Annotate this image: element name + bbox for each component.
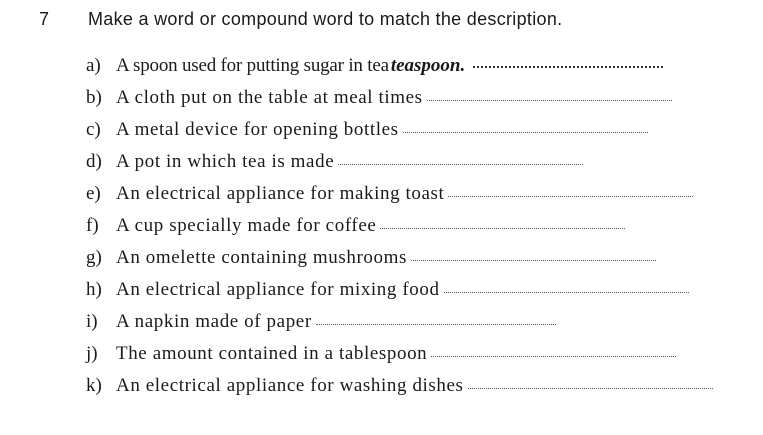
- answer-line[interactable]: [473, 65, 663, 68]
- list-item: [86, 279, 713, 311]
- answer-line[interactable]: [468, 387, 713, 389]
- item-text: A napkin made of paper: [116, 311, 312, 332]
- item-label: g): [86, 247, 102, 268]
- answer-line[interactable]: [448, 195, 693, 197]
- list-item: [86, 183, 713, 215]
- item-label: b): [86, 87, 102, 108]
- list-item: [86, 311, 713, 343]
- answer-line[interactable]: [316, 323, 556, 325]
- item-text: A pot in which tea is made: [116, 151, 335, 172]
- list-item: [86, 119, 713, 151]
- item-label: f): [86, 215, 99, 236]
- answer-line[interactable]: [338, 163, 583, 165]
- list-item: [86, 55, 713, 87]
- item-label: d): [86, 151, 102, 172]
- item-label: e): [86, 183, 101, 204]
- list-item: [86, 151, 713, 183]
- item-text: An omelette containing mushrooms: [116, 247, 407, 268]
- answer-line[interactable]: [380, 227, 625, 229]
- answer-line[interactable]: [444, 291, 689, 293]
- list-item: [86, 247, 713, 279]
- question-instruction: Make a word or compound word to match the description.: [88, 9, 563, 29]
- item-text: The amount contained in a tablespoon: [116, 343, 428, 364]
- answer-line[interactable]: [411, 259, 656, 261]
- answer-line[interactable]: [431, 355, 676, 357]
- answer-line[interactable]: [427, 99, 672, 101]
- item-label: i): [86, 311, 98, 332]
- item-label: h): [86, 279, 102, 300]
- answer-line[interactable]: [403, 131, 648, 133]
- item-text: A cloth put on the table at meal times: [116, 87, 423, 108]
- item-text: An electrical appliance for mixing food: [116, 279, 440, 300]
- item-label: c): [86, 119, 101, 140]
- item-text: An electrical appliance for washing dishes: [116, 375, 464, 396]
- question-list: [86, 55, 713, 407]
- item-text: A spoon used for putting sugar in tea: [116, 55, 389, 76]
- list-item: [86, 215, 713, 247]
- item-answer: teaspoon.: [390, 55, 466, 76]
- question-number: 7: [39, 9, 50, 29]
- item-label: j): [86, 343, 98, 364]
- list-item: [86, 87, 713, 119]
- item-text: A metal device for opening bottles: [116, 119, 399, 140]
- item-text: An electrical appliance for making toast: [116, 183, 445, 204]
- item-text: A cup specially made for coffee: [116, 215, 377, 236]
- item-label: a): [86, 55, 101, 76]
- list-item: [86, 343, 713, 375]
- item-label: k): [86, 375, 102, 396]
- list-item: [86, 375, 713, 407]
